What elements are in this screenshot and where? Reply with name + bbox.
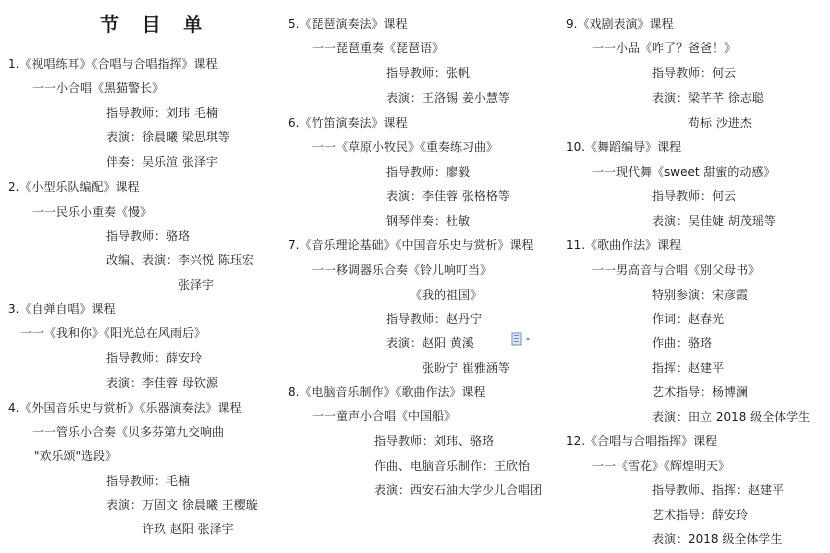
program-line: 表演：梁芊芊 徐志聪: [652, 91, 764, 105]
program-line: 表演：田立 2018 级全体学生: [652, 410, 811, 424]
program-line: 10.《舞蹈编导》课程: [566, 140, 682, 154]
program-line: 作曲：骆珞: [652, 336, 713, 350]
program-line: 6.《竹笛演奏法》课程: [288, 116, 408, 130]
program-line: 表演：吴佳婕 胡茂瑶等: [652, 214, 776, 228]
program-line: 表演：徐晨曦 梁思琪等: [106, 130, 230, 144]
program-line: 一一移调器乐合奏《铃儿响叮当》: [312, 263, 493, 277]
program-line: 指导教师：廖毅: [386, 165, 471, 179]
program-line: 作曲、电脑音乐制作：王欣怡: [374, 459, 531, 473]
program-line: 伴奏：吴乐渲 张泽宇: [106, 155, 218, 169]
program-line: 表演：2018 级全体学生: [652, 532, 783, 546]
program-line: 许玖 赵阳 张泽宇: [142, 522, 234, 536]
program-line: 9.《戏剧表演》课程: [566, 17, 674, 31]
program-line: 一一《我和你》《阳光总在风雨后》: [20, 326, 207, 340]
program-line: 一一小合唱《黑猫警长》: [32, 81, 165, 95]
program-line: 表演：李佳蓉 母钦源: [106, 376, 218, 390]
program-line: 一一管乐小合奏《贝多芬第九交响曲: [32, 425, 225, 439]
program-line: 艺术指导：薛安玲: [652, 508, 749, 522]
program-line: 指导教师、指挥：赵建平: [652, 483, 785, 497]
program-line: 7.《音乐理论基础》《中国音乐史与赏析》课程: [288, 238, 534, 252]
program-line: 指导教师：赵丹宁: [386, 312, 483, 326]
program-line: 2.《小型乐队编配》课程: [8, 180, 140, 194]
program-line: 一一民乐小重奏《慢》: [32, 205, 153, 219]
program-line: 改编、表演：李兴悦 陈珏宏: [106, 253, 254, 267]
program-line: 特别参演：宋彦霞: [652, 288, 749, 302]
program-line: 艺术指导：杨博澜: [652, 385, 749, 399]
program-line: 一一琵琶重奏《琵琶语》: [312, 41, 445, 55]
program-line: 表演：王洛锡 姜小慧等: [386, 91, 510, 105]
program-line: 一一《草原小牧民》《重奏练习曲》: [312, 140, 499, 154]
program-line: 《我的祖国》: [410, 288, 483, 302]
program-line: 苟标 沙进杰: [688, 116, 752, 130]
program-line: 5.《琵琶演奏法》课程: [288, 17, 408, 31]
program-line: 表演：西安石油大学少儿合唱团: [374, 483, 543, 497]
program-line: "欢乐颂"选段》: [34, 449, 118, 463]
program-line: 11.《歌曲作法》课程: [566, 238, 682, 252]
program-line: 指导教师：毛楠: [106, 474, 191, 488]
program-line: 指导教师：薛安玲: [106, 351, 203, 365]
program-line: 指导教师：张帆: [386, 66, 471, 80]
program-line: 3.《自弹自唱》课程: [8, 302, 116, 316]
program-line: 指导教师：何云: [652, 189, 737, 203]
program-line: 张盼宁 崔雅涵等: [422, 361, 510, 375]
program-line: 4.《外国音乐史与赏析》《乐器演奏法》课程: [8, 401, 242, 415]
program-line: 1.《视唱练耳》《合唱与合唱指挥》课程: [8, 57, 218, 71]
program-line: 作词：赵春光: [652, 312, 725, 326]
program-line: 一一《雪花》《辉煌明天》: [592, 459, 731, 473]
page-title: 节 目 单: [100, 14, 211, 36]
program-line: 12.《合唱与合唱指挥》课程: [566, 434, 718, 448]
program-line: 指导教师：骆珞: [106, 229, 191, 243]
program-line: 表演：李佳蓉 张格格等: [386, 189, 510, 203]
program-line: 一一男高音与合唱《别父母书》: [592, 263, 761, 277]
program-line: 一一现代舞《sweet 甜蜜的动感》: [592, 165, 776, 179]
program-line: 张泽宇: [178, 278, 215, 292]
program-line: 表演：万固文 徐晨曦 王樱璇: [106, 498, 258, 512]
program-line: 一一小品《咋了？爸爸！》: [592, 41, 737, 55]
program-line: 钢琴伴奏：杜敏: [386, 214, 471, 228]
program-line: 指导教师：刘玮、骆珞: [374, 434, 495, 448]
paste-options-icon[interactable]: [511, 332, 533, 346]
program-line: 指挥：赵建平: [652, 361, 725, 375]
program-line: 指导教师：何云: [652, 66, 737, 80]
program-line: 8.《电脑音乐制作》《歌曲作法》课程: [288, 385, 486, 399]
program-line: 表演：赵阳 黄溪: [386, 336, 474, 350]
program-line: 一一童声小合唱《中国船》: [312, 409, 457, 423]
program-line: 指导教师：刘玮 毛楠: [106, 106, 218, 120]
